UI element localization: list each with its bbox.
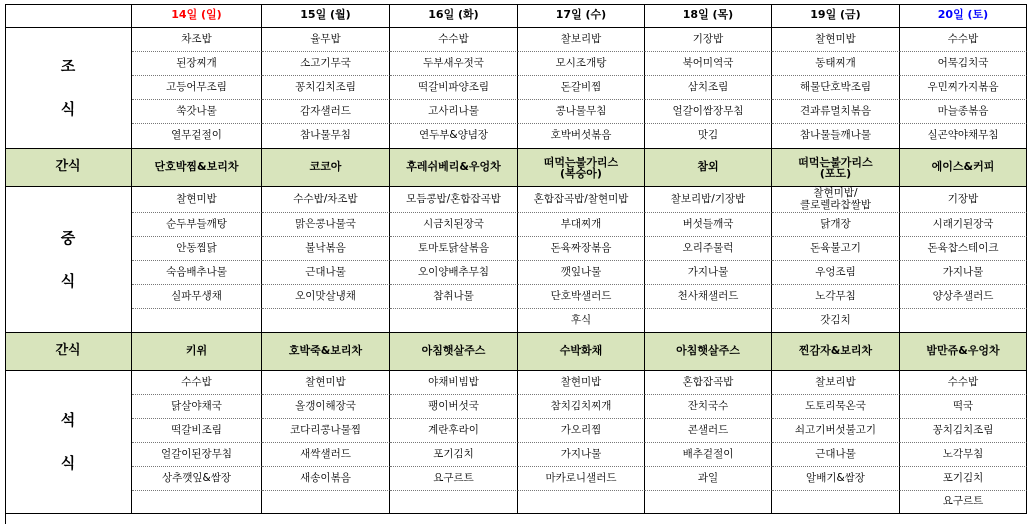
dinner-menu-item: 잔치국수 bbox=[645, 395, 772, 419]
lunch-menu-item: 숙음배추나물 bbox=[132, 261, 262, 285]
dinner-menu-item: 닭살야채국 bbox=[132, 395, 262, 419]
breakfast-menu-item: 참나물들깨나물 bbox=[772, 124, 900, 149]
dinner-menu-item: 노각무침 bbox=[900, 443, 1027, 467]
dinner-menu-item: 찰현미밥 bbox=[518, 371, 645, 395]
dinner-menu-item bbox=[772, 491, 900, 514]
lunch-menu-item: 돈육찹스테이크 bbox=[900, 237, 1027, 261]
dinner-menu-item: 상추깻잎&쌈장 bbox=[132, 467, 262, 491]
snack2-label: 간식 bbox=[5, 333, 132, 371]
lunch-menu-item bbox=[900, 309, 1027, 333]
breakfast-menu-item: 고사리나물 bbox=[390, 100, 518, 124]
lunch-menu-item bbox=[390, 309, 518, 333]
dinner-menu-item: 떡갈비조림 bbox=[132, 419, 262, 443]
breakfast-menu-item: 참나물무침 bbox=[262, 124, 390, 149]
header-corner bbox=[5, 4, 132, 28]
lunch-menu-item: 순두부들깨탕 bbox=[132, 213, 262, 237]
lunch-label bbox=[5, 187, 132, 333]
dinner-menu-item: 새송이볶음 bbox=[262, 467, 390, 491]
snack1-item: 코코아 bbox=[262, 149, 390, 187]
dinner-menu-item bbox=[390, 491, 518, 514]
dinner-menu-item: 과일 bbox=[645, 467, 772, 491]
snack2-item: 아침햇살주스 bbox=[645, 333, 772, 371]
dinner-menu-item: 얼갈이된장무침 bbox=[132, 443, 262, 467]
breakfast-menu-item: 마늘종볶음 bbox=[900, 100, 1027, 124]
dinner-menu-item: 근대나물 bbox=[772, 443, 900, 467]
lunch-menu-item bbox=[645, 309, 772, 333]
lunch-menu-item: 돈육불고기 bbox=[772, 237, 900, 261]
lunch-menu-item: 단호박샐러드 bbox=[518, 285, 645, 309]
dinner-menu-item: 찰현미밥 bbox=[262, 371, 390, 395]
dinner-menu-item: 콘샐러드 bbox=[645, 419, 772, 443]
breakfast-menu-item: 견과류멸치볶음 bbox=[772, 100, 900, 124]
lunch-menu-item: 찰현미밥/ 클로렐라찹쌀밥 bbox=[772, 187, 900, 213]
lunch-menu-item: 후식 bbox=[518, 309, 645, 333]
dinner-menu-item: 꽁치김치조림 bbox=[900, 419, 1027, 443]
breakfast-menu-item: 소고기무국 bbox=[262, 52, 390, 76]
breakfast-menu-item: 호박버섯볶음 bbox=[518, 124, 645, 149]
dinner-menu-item: 포기김치 bbox=[900, 467, 1027, 491]
breakfast-menu-item: 실곤약야채무침 bbox=[900, 124, 1027, 149]
lunch-menu-item: 찰보리밥/기장밥 bbox=[645, 187, 772, 213]
lunch-menu-item: 양상추샐러드 bbox=[900, 285, 1027, 309]
dinner-label bbox=[5, 371, 132, 514]
breakfast-label bbox=[5, 28, 132, 149]
lunch-menu-item: 깻잎나물 bbox=[518, 261, 645, 285]
snack1-item: 참외 bbox=[645, 149, 772, 187]
lunch-menu-item bbox=[262, 309, 390, 333]
breakfast-menu-item: 삼치조림 bbox=[645, 76, 772, 100]
dinner-menu-item bbox=[132, 491, 262, 514]
dinner-menu-item: 수수밥 bbox=[900, 371, 1027, 395]
snack2-item: 키위 bbox=[132, 333, 262, 371]
breakfast-menu-item: 찰보리밥 bbox=[518, 28, 645, 52]
breakfast-label-char: 식 bbox=[60, 100, 76, 118]
dinner-menu-item: 알배기&쌈장 bbox=[772, 467, 900, 491]
lunch-menu-item: 모듬콩밥/혼합잡곡밥 bbox=[390, 187, 518, 213]
day-header: 18일 (목) bbox=[645, 4, 772, 28]
snack1-item: 후레쉬베리&우엉차 bbox=[390, 149, 518, 187]
day-header: 17일 (수) bbox=[518, 4, 645, 28]
lunch-label-char: 식 bbox=[60, 271, 76, 290]
lunch-menu-item: 수수밥/차조밥 bbox=[262, 187, 390, 213]
dinner-menu-item: 코다리콩나물찜 bbox=[262, 419, 390, 443]
breakfast-menu-item: 찰현미밥 bbox=[772, 28, 900, 52]
dinner-menu-item: 참치김치찌개 bbox=[518, 395, 645, 419]
dinner-menu-item: 포기김치 bbox=[390, 443, 518, 467]
breakfast-menu-item: 감자샐러드 bbox=[262, 100, 390, 124]
breakfast-menu-item: 콩나물무침 bbox=[518, 100, 645, 124]
breakfast-menu-item: 꽁치김치조림 bbox=[262, 76, 390, 100]
lunch-menu-item: 부대찌개 bbox=[518, 213, 645, 237]
lunch-menu-item: 오리주물럭 bbox=[645, 237, 772, 261]
breakfast-menu-item: 기장밥 bbox=[645, 28, 772, 52]
dinner-menu-item: 새싹샐러드 bbox=[262, 443, 390, 467]
breakfast-menu-item: 두부새우젓국 bbox=[390, 52, 518, 76]
snack2-item: 찐감자&보리차 bbox=[772, 333, 900, 371]
lunch-menu-item: 오이양배추무침 bbox=[390, 261, 518, 285]
dinner-menu-item: 찰보리밥 bbox=[772, 371, 900, 395]
breakfast-menu-item: 연두부&양념장 bbox=[390, 124, 518, 149]
dinner-menu-item: 가지나물 bbox=[518, 443, 645, 467]
breakfast-menu-item: 열무겉절이 bbox=[132, 124, 262, 149]
dinner-menu-item: 야채비빔밥 bbox=[390, 371, 518, 395]
dinner-menu-item: 배추겉절이 bbox=[645, 443, 772, 467]
snack1-item: 에이스&커피 bbox=[900, 149, 1027, 187]
dinner-menu-item: 요구르트 bbox=[390, 467, 518, 491]
snack1-item: 떠먹는불가리스 (복숭아) bbox=[518, 149, 645, 187]
lunch-menu-item: 우엉조림 bbox=[772, 261, 900, 285]
dinner-label-char: 석 bbox=[60, 411, 76, 429]
breakfast-menu-item: 얼갈이쌈장무침 bbox=[645, 100, 772, 124]
lunch-menu-item: 오이맛살냉채 bbox=[262, 285, 390, 309]
dinner-label-char: 식 bbox=[60, 454, 76, 472]
dinner-menu-item bbox=[262, 491, 390, 514]
dinner-menu-item: 마카로니샐러드 bbox=[518, 467, 645, 491]
breakfast-menu-item: 고등어무조림 bbox=[132, 76, 262, 100]
lunch-menu-item: 시금치된장국 bbox=[390, 213, 518, 237]
dinner-menu-item bbox=[518, 491, 645, 514]
breakfast-menu-item: 어묵김치국 bbox=[900, 52, 1027, 76]
dinner-menu-item: 떡국 bbox=[900, 395, 1027, 419]
dinner-menu-item bbox=[645, 491, 772, 514]
lunch-menu-item: 안동찜닭 bbox=[132, 237, 262, 261]
breakfast-menu-item: 떡갈비파양조림 bbox=[390, 76, 518, 100]
breakfast-menu-item: 수수밥 bbox=[900, 28, 1027, 52]
lunch-menu-item: 실파무생채 bbox=[132, 285, 262, 309]
breakfast-menu-item: 율무밥 bbox=[262, 28, 390, 52]
breakfast-menu-item: 해물단호박조림 bbox=[772, 76, 900, 100]
dinner-menu-item: 혼합잡곡밥 bbox=[645, 371, 772, 395]
dinner-menu-item: 올갱이해장국 bbox=[262, 395, 390, 419]
breakfast-menu-item: 된장찌개 bbox=[132, 52, 262, 76]
breakfast-menu-item: 모시조개탕 bbox=[518, 52, 645, 76]
day-header: 16일 (화) bbox=[390, 4, 518, 28]
lunch-menu-item: 닭개장 bbox=[772, 213, 900, 237]
snack1-item: 떠먹는불가리스 (포도) bbox=[772, 149, 900, 187]
snack2-item: 아침햇살주스 bbox=[390, 333, 518, 371]
lunch-menu-item: 천사채샐러드 bbox=[645, 285, 772, 309]
snack2-item: 밤만쥬&우엉차 bbox=[900, 333, 1027, 371]
meal-schedule-table bbox=[5, 4, 1027, 524]
lunch-menu-item: 찰현미밥 bbox=[132, 187, 262, 213]
lunch-menu-item: 가지나물 bbox=[645, 261, 772, 285]
dinner-menu-item: 도토리묵온국 bbox=[772, 395, 900, 419]
lunch-menu-item bbox=[132, 309, 262, 333]
lunch-menu-item: 갓김치 bbox=[772, 309, 900, 333]
lunch-menu-item: 버섯들깨국 bbox=[645, 213, 772, 237]
dinner-menu-item: 팽이버섯국 bbox=[390, 395, 518, 419]
breakfast-label-char: 조 bbox=[60, 57, 76, 75]
breakfast-menu-item: 우민찌가지볶음 bbox=[900, 76, 1027, 100]
lunch-label-char: 중 bbox=[60, 228, 76, 247]
day-header: 14일 (일) bbox=[132, 4, 262, 28]
lunch-menu-item: 참취나물 bbox=[390, 285, 518, 309]
lunch-menu-item: 혼합잡곡밥/찰현미밥 bbox=[518, 187, 645, 213]
breakfast-menu-item: 동태찌개 bbox=[772, 52, 900, 76]
breakfast-menu-item: 맛김 bbox=[645, 124, 772, 149]
breakfast-menu-item: 차조밥 bbox=[132, 28, 262, 52]
day-header: 19일 (금) bbox=[772, 4, 900, 28]
day-header: 15일 (월) bbox=[262, 4, 390, 28]
lunch-menu-item: 돈육짜장볶음 bbox=[518, 237, 645, 261]
lunch-menu-item: 불낙볶음 bbox=[262, 237, 390, 261]
day-header: 20일 (토) bbox=[900, 4, 1027, 28]
snack2-item: 호박죽&보리차 bbox=[262, 333, 390, 371]
breakfast-menu-item: 쑥갓나물 bbox=[132, 100, 262, 124]
dinner-menu-item: 계란후라이 bbox=[390, 419, 518, 443]
snack1-item: 단호박찜&보리차 bbox=[132, 149, 262, 187]
dinner-menu-item: 수수밥 bbox=[132, 371, 262, 395]
lunch-menu-item: 가지나물 bbox=[900, 261, 1027, 285]
breakfast-menu-item: 돈갈비찜 bbox=[518, 76, 645, 100]
snack2-item: 수박화채 bbox=[518, 333, 645, 371]
lunch-menu-item: 노각무침 bbox=[772, 285, 900, 309]
snack1-label: 간식 bbox=[5, 149, 132, 187]
lunch-menu-item: 맑은콩나물국 bbox=[262, 213, 390, 237]
dinner-menu-item: 쇠고기버섯불고기 bbox=[772, 419, 900, 443]
dinner-menu-item: 가오리찜 bbox=[518, 419, 645, 443]
breakfast-menu-item: 북어미역국 bbox=[645, 52, 772, 76]
dinner-menu-item: 요구르트 bbox=[900, 491, 1027, 514]
lunch-menu-item: 시래기된장국 bbox=[900, 213, 1027, 237]
breakfast-menu-item: 수수밥 bbox=[390, 28, 518, 52]
lunch-menu-item: 근대나물 bbox=[262, 261, 390, 285]
lunch-menu-item: 기장밥 bbox=[900, 187, 1027, 213]
lunch-menu-item: 토마토닭살볶음 bbox=[390, 237, 518, 261]
